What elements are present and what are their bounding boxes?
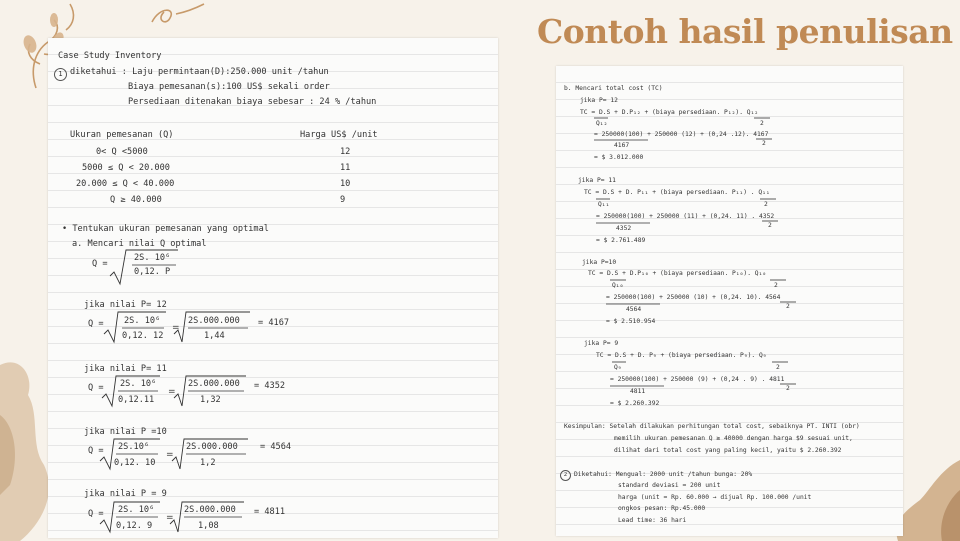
given-order-cost: Biaya pemesanan(s):100 US$ sekali order [128, 82, 330, 92]
tc-calculation-tail: 2 [786, 303, 790, 310]
step-a-heading: a. Mencari nilai Q optimal [72, 239, 207, 249]
fraction-denominator: 0,12. P [134, 267, 171, 277]
case-study-heading: Case Study Inventory [58, 51, 162, 61]
given-item2-demand: Diketahui: Mengual: 2000 unit /tahun bunga: 20% [574, 471, 753, 478]
svg-text:=: = [168, 387, 176, 397]
q-equals: Q = [88, 383, 104, 393]
tc-calculation: = 250000(100) + 250000 (9) + (0,24 . 9) . 4811 [610, 376, 785, 383]
table-row-price: 11 [340, 163, 351, 173]
tc-total: = $ 2.260.392 [610, 400, 660, 407]
tc-case-label: jika P= 12 [580, 97, 618, 104]
fraction-numerator: 2S. 10⁶ [124, 316, 161, 326]
tc-total: = $ 2.761.489 [596, 237, 646, 244]
tc-calculation-denominator: 4352 [616, 225, 632, 232]
tc-calculation: = 250000(100) + 250000 (12) + (0,24 .12). 4167 [594, 131, 769, 138]
tc-total: = $ 3.012.000 [594, 154, 644, 161]
fraction-numerator: 2S.000.000 [186, 442, 238, 452]
given-item2-order-cost: ongkos pesan: Rp.45.000 [618, 505, 706, 512]
tc-formula-denominator: Q₁₀ [612, 282, 624, 289]
tc-case-label: jika P=10 [582, 259, 617, 266]
given-item2-lead-time: Lead time: 36 hari [618, 517, 687, 524]
given-holding-cost: Persediaan ditenakan biaya sebesar : 24 % /tahun [128, 97, 377, 107]
fraction-denominator: 0,12.11 [118, 395, 155, 405]
tc-formula-denominator: Q₁₂ [596, 120, 608, 127]
table-row-range: Q ≥ 40.000 [110, 195, 162, 205]
tc-formula-tail: 2 [774, 282, 778, 289]
svg-text:=: = [166, 513, 174, 523]
fraction-denominator: 1,32 [200, 395, 221, 405]
case-result: = 4564 [260, 442, 292, 452]
fraction-numerator: 2S. 10⁶ [120, 379, 157, 389]
fraction-denominator: 1,2 [200, 458, 216, 468]
tc-formula-tail: 2 [776, 364, 780, 371]
case-label: jika nilai P= 11 [84, 364, 167, 374]
left-notebook-page [48, 38, 498, 538]
given-item2-price: harga (unit = Rp. 60.000 → dijual Rp. 100.000 /unit [618, 494, 812, 501]
fraction-denominator: 0,12. 9 [116, 521, 153, 531]
step-b-heading: b. Mencari total cost (TC) [564, 85, 663, 92]
tc-calculation: = 250000(100) + 250000 (10) + (0,24. 10). 4564 [606, 294, 781, 301]
case-label: jika nilai P = 9 [84, 489, 167, 499]
svg-text:=: = [166, 450, 174, 460]
q-equals: Q = [88, 319, 104, 329]
case-label: jika nilai P= 12 [84, 300, 167, 310]
tc-calculation-denominator: 4811 [630, 388, 646, 395]
conclusion-line: dilihat dari total cost yang paling kecil, yaitu $ 2.260.392 [614, 447, 842, 454]
tc-formula: TC = D.S + D. P₁₁ + (biaya persediaan. P₁₁) . Q₁₁ [584, 189, 770, 196]
svg-text:=: = [172, 323, 180, 333]
item-number-1: 1 [54, 68, 67, 81]
item-number-2: 2 [560, 470, 571, 481]
case-result: = 4811 [254, 507, 286, 517]
tc-case-label: jika P= 9 [584, 340, 619, 347]
fraction-numerator: 2S.000.000 [188, 379, 240, 389]
tc-calculation-tail: 2 [762, 140, 766, 147]
fraction-numerator: 2S.000.000 [184, 505, 236, 515]
fraction-denominator: 1,44 [204, 331, 225, 341]
case-label: jika nilai P =10 [84, 427, 167, 437]
q-equals: Q = [88, 446, 104, 456]
fraction-numerator: 2S. 10⁶ [118, 505, 155, 515]
given-item2-stddev: standard deviasi = 200 unit [618, 482, 721, 489]
fraction-denominator: 1,08 [198, 521, 219, 531]
slide-title: Contoh hasil penulisan [537, 12, 953, 51]
tc-case-label: jika P= 11 [578, 177, 616, 184]
task-statement: • Tentukan ukuran pemesanan yang optimal [62, 224, 269, 234]
tc-formula: TC = D.S + D. P₉ + (biaya persediaan. P₉). Q₉ [596, 352, 767, 359]
case-result: = 4352 [254, 381, 286, 391]
q-equals: Q = [92, 259, 108, 269]
table-row-price: 10 [340, 179, 351, 189]
tc-calculation: = 250000(100) + 250000 (11) + (0,24. 11) . 4352 [596, 213, 775, 220]
tc-formula-tail: 2 [764, 201, 768, 208]
table-row-range: 5000 ≤ Q < 20.000 [82, 163, 170, 173]
right-notebook-page [556, 66, 903, 536]
tc-formula: TC = D.S + D.P₁₀ + (biaya persediaan. P₁₀). Q₁₀ [588, 270, 767, 277]
tc-calculation-tail: 2 [786, 385, 790, 392]
tc-formula-tail: 2 [760, 120, 764, 127]
tc-formula: TC = D.S + D.P₁₂ + (biaya persediaan. P₁₂). Q₁₂ [580, 109, 759, 116]
tc-formula-denominator: Q₉ [614, 364, 622, 371]
table-row-price: 12 [340, 147, 351, 157]
tc-calculation-denominator: 4167 [614, 142, 630, 149]
table-row-range: 20.000 ≤ Q < 40.000 [76, 179, 175, 189]
fraction-numerator: 2S.000.000 [188, 316, 240, 326]
conclusion-line: memilih ukuran pemesanan Q ≥ 40000 dengan harga $9 sesuai unit, [614, 435, 853, 442]
fraction-numerator: 2S.10⁶ [118, 442, 150, 452]
q-equals: Q = [88, 509, 104, 519]
fraction-numerator: 2S. 10⁶ [134, 253, 171, 263]
given-demand: diketahui : Laju permintaan(D):250.000 unit /tahun [70, 67, 329, 77]
table-row-price: 9 [340, 195, 346, 205]
conclusion-line: Kesimpulan: Setelah dilakukan perhitungan total cost, sebaiknya PT. INTI (obr) [564, 423, 860, 430]
fraction-denominator: 0,12. 12 [122, 331, 164, 341]
tc-calculation-tail: 2 [768, 222, 772, 229]
tc-formula-denominator: Q₁₁ [598, 201, 610, 208]
table-header-quantity: Ukuran pemesanan (Q) [70, 130, 174, 140]
tc-calculation-denominator: 4564 [626, 306, 642, 313]
fraction-denominator: 0,12. 10 [114, 458, 156, 468]
tc-total: = $ 2.510.954 [606, 318, 656, 325]
table-header-price: Harga US$ /unit [300, 130, 378, 140]
case-result: = 4167 [258, 318, 290, 328]
table-row-range: 0< Q <5000 [96, 147, 148, 157]
